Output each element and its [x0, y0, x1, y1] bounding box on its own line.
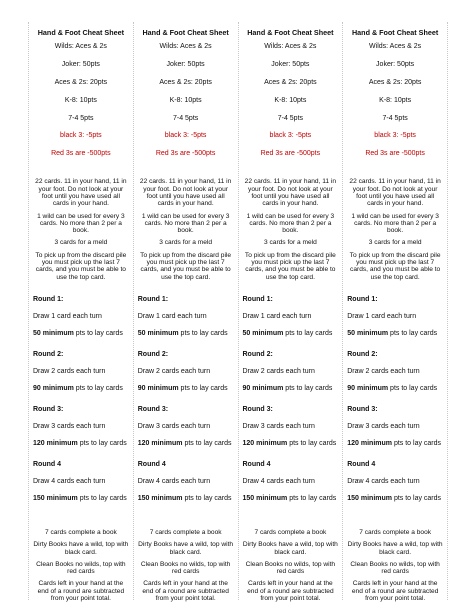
score-line: Aces & 2s: 20pts — [264, 78, 317, 86]
round-draw-text: Draw 4 cards each turn — [137, 477, 211, 485]
score-line: black 3: -5pts — [164, 132, 207, 140]
rule-text: 22 cards. 11 in your hand, 11 in your foot. Do not look at your foot until you have used all cards in your hand. — [244, 178, 337, 208]
round-draw-text: Draw 2 cards each turn — [137, 367, 211, 375]
score-line: K-8: 10pts — [379, 96, 412, 104]
book-rule-text: Dirty Books have a wild, top with black card. — [347, 541, 443, 556]
round-title: Round 4 — [137, 460, 166, 468]
round-draw-text: Draw 1 card each turn — [137, 312, 207, 320]
rule-text: To pick up from the discard pile you must pick up the last 7 cards, and you must be able to use the top card. — [244, 251, 336, 281]
round-title: Round 1: — [33, 295, 64, 303]
score-line: black 3: -5pts — [60, 132, 102, 140]
round-block — [138, 405, 234, 448]
rule-text: 1 wild can be used for every 3 cards. No more than 2 per a book. — [351, 212, 439, 235]
cheat-sheet-card — [342, 22, 448, 600]
round-title: Round 2: — [242, 350, 273, 358]
score-line: Joker: 50pts — [61, 60, 100, 68]
round-minimum — [33, 329, 129, 338]
cheat-sheet-card — [28, 22, 133, 600]
book-rule-text: Cards left in your hand at the end of a round are subtracted from your point total. — [247, 580, 334, 602]
rule-text: To pick up from the discard pile you must pick up the last 7 cards, and you must be able to use the top card. — [140, 251, 232, 281]
rule-text: 22 cards. 11 in your hand, 11 in your foot. Do not look at your foot until you have used all cards in your hand. — [349, 178, 441, 208]
card-title: Hand & Foot Cheat Sheet — [142, 28, 229, 37]
round-minimum-value: 90 minimum — [347, 384, 389, 392]
round-block — [243, 295, 339, 338]
scoring-list — [347, 42, 443, 158]
round-draw-text: Draw 3 cards each turn — [242, 422, 315, 430]
book-rule-text: Dirty Books have a wild, top with black card. — [138, 541, 234, 556]
score-line: black 3: -5pts — [374, 132, 416, 140]
round-block — [33, 295, 129, 338]
book-rule-text: 7 cards complete a book — [149, 528, 222, 536]
scoring-list — [138, 42, 234, 158]
round-minimum-value: 50 minimum — [137, 329, 179, 337]
cheat-sheet-card — [133, 22, 238, 600]
round-minimum-value: 120 minimum — [242, 439, 288, 447]
books-list — [33, 529, 129, 602]
score-line: K-8: 10pts — [274, 96, 307, 104]
round-minimum-label: pts to lay cards — [287, 494, 337, 502]
rules-list — [33, 178, 129, 281]
round-minimum-value: 150 minimum — [33, 494, 78, 502]
round-minimum-label: pts to lay cards — [388, 329, 438, 337]
round-title: Round 1: — [347, 295, 378, 303]
score-line: 7-4 5pts — [382, 114, 408, 122]
round-draw-text: Draw 2 cards each turn — [347, 367, 420, 375]
rounds-list — [138, 295, 234, 503]
book-rule-text: 7 cards complete a book — [44, 528, 117, 536]
score-line: Red 3s are -500pts — [365, 150, 425, 158]
round-minimum — [138, 494, 234, 503]
score-line: Wilds: Aces & 2s — [159, 43, 212, 50]
round-block — [138, 350, 234, 393]
cheat-sheet-page — [28, 22, 448, 600]
round-minimum — [243, 439, 339, 448]
score-line: 7-4 5pts — [172, 114, 199, 122]
round-title: Round 3: — [33, 405, 64, 413]
book-rule-text: Dirty Books have a wild, top with black card. — [242, 541, 338, 556]
rules-list — [243, 178, 339, 281]
rounds-list — [243, 295, 339, 503]
round-title: Round 3: — [347, 405, 378, 413]
round-draw-text: Draw 2 cards each turn — [33, 367, 106, 375]
round-draw-text: Draw 1 card each turn — [347, 312, 417, 320]
round-minimum-label: pts to lay cards — [182, 494, 232, 502]
round-minimum-label: pts to lay cards — [77, 494, 127, 502]
card-title: Hand & Foot Cheat Sheet — [247, 28, 334, 37]
round-block — [33, 460, 129, 503]
round-minimum — [243, 329, 339, 338]
round-draw-text: Draw 4 cards each turn — [33, 477, 106, 485]
score-line: Wilds: Aces & 2s — [54, 43, 107, 50]
round-minimum — [243, 494, 339, 503]
round-title: Round 1: — [137, 295, 169, 303]
round-block — [138, 460, 234, 503]
score-line: Joker: 50pts — [166, 60, 205, 68]
round-block — [243, 460, 339, 503]
book-rule-text: 7 cards complete a book — [254, 528, 327, 536]
rule-text: 3 cards for a meld — [263, 239, 317, 247]
round-minimum-label: pts to lay cards — [392, 494, 442, 502]
round-minimum-value: 90 minimum — [33, 384, 74, 392]
book-rule-text: Clean Books no wilds, top with red cards — [36, 560, 126, 576]
rule-text: To pick up from the discard pile you must pick up the last 7 cards, and you must be able to use the top card. — [35, 251, 127, 281]
round-minimum-value: 90 minimum — [242, 384, 284, 392]
rule-text: 3 cards for a meld — [368, 239, 422, 247]
round-minimum — [347, 384, 443, 393]
score-line: Aces & 2s: 20pts — [368, 78, 422, 86]
rule-text: 1 wild can be used for every 3 cards. No more than 2 per a book. — [37, 212, 125, 235]
round-minimum-label: pts to lay cards — [283, 384, 333, 392]
score-line: 7-4 5pts — [277, 114, 304, 122]
score-line: black 3: -5pts — [269, 132, 312, 140]
rule-text: 22 cards. 11 in your hand, 11 in your foot. Do not look at your foot until you have used all cards in your hand. — [35, 178, 127, 208]
score-line: Red 3s are -500pts — [155, 150, 216, 158]
round-block — [138, 295, 234, 338]
round-minimum — [138, 329, 234, 338]
round-minimum-value: 120 minimum — [33, 439, 78, 447]
round-title: Round 2: — [137, 350, 169, 358]
rule-text: 3 cards for a meld — [54, 239, 108, 247]
card-title: Hand & Foot Cheat Sheet — [351, 28, 439, 37]
rounds-list — [33, 295, 129, 503]
round-minimum-value: 90 minimum — [137, 384, 179, 392]
score-line: Wilds: Aces & 2s — [369, 43, 422, 50]
round-minimum — [347, 329, 443, 338]
round-title: Round 3: — [137, 405, 169, 413]
round-minimum-value: 150 minimum — [347, 494, 392, 502]
round-minimum-label: pts to lay cards — [178, 329, 228, 337]
scoring-list — [243, 42, 339, 158]
rounds-list — [347, 295, 443, 503]
score-line: Aces & 2s: 20pts — [54, 78, 108, 86]
round-minimum-label: pts to lay cards — [388, 384, 438, 392]
book-rule-text: Cards left in your hand at the end of a round are subtracted from your point total. — [351, 580, 439, 602]
round-block — [347, 460, 443, 503]
round-minimum-label: pts to lay cards — [287, 439, 337, 447]
score-line: Red 3s are -500pts — [260, 150, 321, 158]
book-rule-text: Cards left in your hand at the end of a round are subtracted from your point total. — [142, 580, 229, 602]
round-block — [33, 405, 129, 448]
score-line: K-8: 10pts — [64, 96, 97, 104]
book-rule-text: 7 cards complete a book — [359, 528, 432, 536]
round-minimum-label: pts to lay cards — [392, 439, 442, 447]
round-title: Round 2: — [33, 350, 64, 358]
round-block — [347, 295, 443, 338]
round-minimum — [347, 494, 443, 503]
round-block — [243, 405, 339, 448]
round-draw-text: Draw 2 cards each turn — [242, 367, 315, 375]
book-rule-text: Clean Books no wilds, top with red cards — [350, 560, 440, 576]
score-line: Red 3s are -500pts — [51, 150, 111, 158]
round-minimum-label: pts to lay cards — [283, 329, 333, 337]
rules-list — [138, 178, 234, 281]
round-minimum — [138, 439, 234, 448]
rules-list — [347, 178, 443, 281]
round-minimum — [347, 439, 443, 448]
round-minimum-label: pts to lay cards — [182, 439, 232, 447]
round-block — [347, 405, 443, 448]
book-rule-text: Cards left in your hand at the end of a round are subtracted from your point total. — [37, 580, 125, 602]
round-minimum-value: 120 minimum — [137, 439, 183, 447]
round-minimum-value: 50 minimum — [347, 329, 389, 337]
round-minimum-value: 50 minimum — [33, 329, 74, 337]
card-title: Hand & Foot Cheat Sheet — [37, 28, 124, 37]
round-minimum-value: 50 minimum — [242, 329, 284, 337]
round-minimum — [138, 384, 234, 393]
round-block — [33, 350, 129, 393]
round-minimum-label: pts to lay cards — [73, 329, 123, 337]
round-block — [243, 350, 339, 393]
round-draw-text: Draw 3 cards each turn — [137, 422, 211, 430]
books-list — [138, 529, 234, 602]
book-rule-text: Clean Books no wilds, top with red cards — [245, 560, 336, 576]
score-line: Wilds: Aces & 2s — [264, 43, 317, 50]
round-minimum-label: pts to lay cards — [77, 439, 127, 447]
round-minimum-label: pts to lay cards — [178, 384, 228, 392]
round-minimum-value: 150 minimum — [242, 494, 288, 502]
round-minimum — [33, 494, 129, 503]
round-minimum — [33, 384, 129, 393]
round-draw-text: Draw 4 cards each turn — [242, 477, 315, 485]
score-line: Joker: 50pts — [376, 60, 415, 68]
round-title: Round 4 — [33, 460, 61, 468]
rule-text: 22 cards. 11 in your hand, 11 in your foot. Do not look at your foot until you have used all cards in your hand. — [139, 178, 232, 208]
score-line: K-8: 10pts — [169, 96, 202, 104]
round-draw-text: Draw 1 card each turn — [33, 312, 102, 320]
round-draw-text: Draw 3 cards each turn — [347, 422, 420, 430]
round-minimum — [33, 439, 129, 448]
scoring-list — [33, 42, 129, 158]
books-list — [243, 529, 339, 602]
round-draw-text: Draw 3 cards each turn — [33, 422, 106, 430]
score-line: Joker: 50pts — [271, 60, 310, 68]
round-draw-text: Draw 4 cards each turn — [347, 477, 420, 485]
rule-text: 3 cards for a meld — [159, 239, 213, 247]
books-list — [347, 529, 443, 602]
round-minimum-label: pts to lay cards — [73, 384, 123, 392]
score-line: 7-4 5pts — [68, 114, 94, 122]
book-rule-text: Dirty Books have a wild, top with black card. — [33, 541, 129, 556]
round-minimum — [243, 384, 339, 393]
round-block — [347, 350, 443, 393]
rule-text: 1 wild can be used for every 3 cards. No more than 2 per a book. — [246, 212, 335, 235]
round-title: Round 2: — [347, 350, 378, 358]
round-minimum-value: 150 minimum — [137, 494, 183, 502]
round-draw-text: Draw 1 card each turn — [242, 312, 312, 320]
round-title: Round 3: — [242, 405, 273, 413]
book-rule-text: Clean Books no wilds, top with red cards — [140, 560, 231, 576]
cheat-sheet-card — [238, 22, 343, 600]
rule-text: 1 wild can be used for every 3 cards. No more than 2 per a book. — [141, 212, 230, 235]
rule-text: To pick up from the discard pile you must pick up the last 7 cards, and you must be able to use the top card. — [349, 251, 441, 281]
round-title: Round 4 — [242, 460, 271, 468]
score-line: Aces & 2s: 20pts — [159, 78, 212, 86]
round-minimum-value: 120 minimum — [347, 439, 392, 447]
round-title: Round 4 — [347, 460, 376, 468]
round-title: Round 1: — [242, 295, 273, 303]
